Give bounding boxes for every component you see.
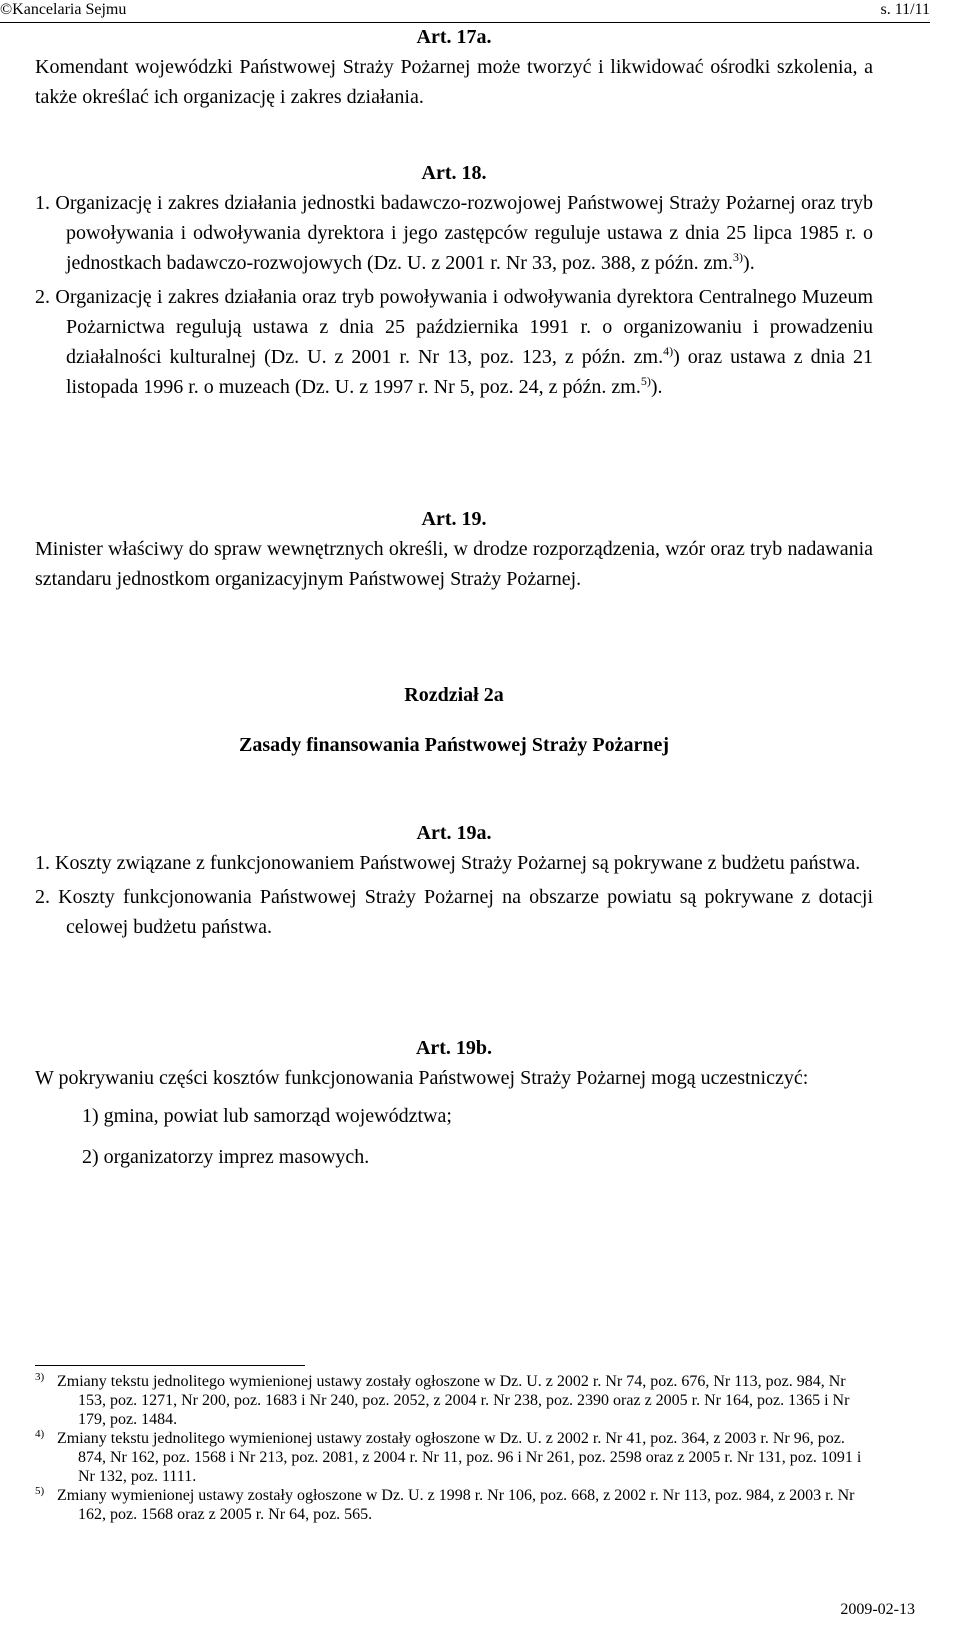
chapter-heading: [35, 680, 873, 760]
list-item: 1) gmina, powiat lub samorząd województwa;: [82, 1105, 452, 1127]
footnotes: [35, 1372, 873, 1524]
article-19: [35, 504, 873, 594]
article-19a-heading: Art. 19a.: [416, 822, 492, 844]
footnote-ref-5[interactable]: 5): [640, 374, 651, 388]
article-19-text: Minister właściwy do spraw wewnętrznych określi, w drodze rozporządzenia, wzór oraz tryb nadawania sztandaru jednostkom organizacyjnym Państwowej Straży Pożarnej.: [35, 538, 873, 590]
footnote-3: $^{3)}$ Zmiany tekstu jednolitego wymienionej ustawy zostały ogłoszone w Dz. U. z 2002 r. Nr 74, poz. 676, Nr 113, poz. 984, Nr 153, poz. 1271, Nr 200, poz. 1683 i Nr 240, poz. 2052, z 2004 r. Nr 238, poz. 2390 oraz z 2005 r. Nr 164, poz. 1365 i Nr 179, poz. 1484.: [35, 1371, 850, 1428]
article-18-heading: Art. 18.: [421, 162, 487, 184]
article-19b-text: W pokrywaniu części kosztów funkcjonowania Państwowej Straży Pożarnej mogą uczestniczyć:: [35, 1067, 809, 1089]
article-18-p1-end: ).: [743, 252, 755, 274]
article-18-p2-text: 2. Organizację i zakres działania oraz tryb powoływania i odwoływania dyrektora Centralnego Muzeum Pożarnictwa regulują ustawa z dnia 25 października 1991 r. o organizowaniu i prowadzeniu działalności kulturalnej (Dz. U. z 2001 r. Nr 13, poz. 123, z późn. zm.: [35, 286, 873, 368]
footnote-ref-4[interactable]: 4): [663, 344, 674, 358]
article-17a: [35, 22, 873, 112]
chapter-number: Rozdział 2a: [404, 684, 504, 706]
list-item: 2) organizatorzy imprez masowych.: [82, 1146, 370, 1168]
article-19b-heading: Art. 19b.: [415, 1037, 493, 1059]
article-18-p2-mid: ) oraz ustawa z dnia 21 listopada 1996 r. o muzeach (Dz. U. z 1997 r. Nr 5, poz. 24, z późn. zm.: [66, 346, 874, 398]
article-19-heading: Art. 19.: [421, 508, 487, 530]
article-19a-paragraph-1: 1. Koszty związane z funkcjonowaniem Państwowej Straży Pożarnej są pokrywane z budżetu państwa.: [35, 852, 861, 874]
article-18-paragraph-2: [35, 282, 873, 402]
article-17a-heading: Art. 17a.: [416, 26, 492, 48]
header-page-number: s. 11/11: [880, 1, 930, 18]
article-19b: [35, 1033, 873, 1183]
footnote-text: Zmiany tekstu jednolitego wymienionej ustawy zostały ogłoszone w Dz. U. z 2002 r. Nr 74, poz. 676, Nr 113, poz. 984, Nr 153, poz. 1271, Nr 200, poz. 1683 i Nr 240, poz. 2052, z 2004 r. Nr 238, poz. 2390 oraz z 2005 r. Nr 164, poz. 1365 i Nr 179, poz. 1484.: [57, 1373, 850, 1428]
document-date: 2009-02-13: [840, 1601, 915, 1618]
footnote-4: $^{4)}$ Zmiany tekstu jednolitego wymienionej ustawy zostały ogłoszone w Dz. U. z 2002 r. Nr 41, poz. 364, z 2003 r. Nr 96, poz. 874, Nr 162, poz. 1568 i Nr 213, poz. 2081, z 2004 r. Nr 11, poz. 96 i Nr 261, poz. 2598 oraz z 2005 r. Nr 131, poz. 1091 i Nr 132, poz. 1111.: [35, 1428, 862, 1485]
article-18-p2-end: ).: [650, 376, 663, 398]
footnote-divider: [35, 1365, 305, 1366]
article-19a: [35, 818, 873, 942]
footnote-text: Zmiany wymienionej ustawy zostały ogłoszone w Dz. U. z 1998 r. Nr 106, poz. 668, z 2002 r. Nr 113, poz. 984, z 2003 r. Nr 162, poz. 1568 oraz z 2005 r. Nr 64, poz. 565.: [57, 1487, 855, 1523]
footnote-5: $^{5)}$ Zmiany wymienionej ustawy zostały ogłoszone w Dz. U. z 1998 r. Nr 106, poz. 668, z 2002 r. Nr 113, poz. 984, z 2003 r. Nr 162, poz. 1568 oraz z 2005 r. Nr 64, poz. 565.: [35, 1485, 855, 1523]
article-18: [35, 158, 873, 402]
chapter-title: Zasady finansowania Państwowej Straży Pożarnej: [239, 734, 669, 756]
article-18-p1-text: 1. Organizację i zakres działania jednostki badawczo-rozwojowej Państwowej Straży Pożarnej oraz tryb powoływania i odwoływania dyrektora i jego zastępców reguluje ustawa z dnia 25 lipca 1985 r. o jednostkach badawczo-rozwojowych (Dz. U. z 2001 r. Nr 33, poz. 388, z późn. zm.: [35, 192, 873, 274]
footnote-ref-3[interactable]: 3): [733, 250, 744, 264]
article-18-paragraph-1: [35, 188, 873, 278]
article-17a-text: Komendant wojewódzki Państwowej Straży Pożarnej może tworzyć i likwidować ośrodki szkolenia, a także określać ich organizację i zakres działania.: [35, 56, 873, 108]
article-19a-paragraph-2: 2. Koszty funkcjonowania Państwowej Straży Pożarnej na obszarze powiatu są pokrywane z dotacji celowej budżetu państwa.: [35, 886, 873, 938]
footnote-text: Zmiany tekstu jednolitego wymienionej ustawy zostały ogłoszone w Dz. U. z 2002 r. Nr 41, poz. 364, z 2003 r. Nr 96, poz. 874, Nr 162, poz. 1568 i Nr 213, poz. 2081, z 2004 r. Nr 11, poz. 96 i Nr 261, poz. 2598 oraz z 2005 r. Nr 131, poz. 1091 i Nr 132, poz. 1111.: [57, 1430, 862, 1485]
header-source: ©Kancelaria Sejmu: [0, 1, 127, 18]
